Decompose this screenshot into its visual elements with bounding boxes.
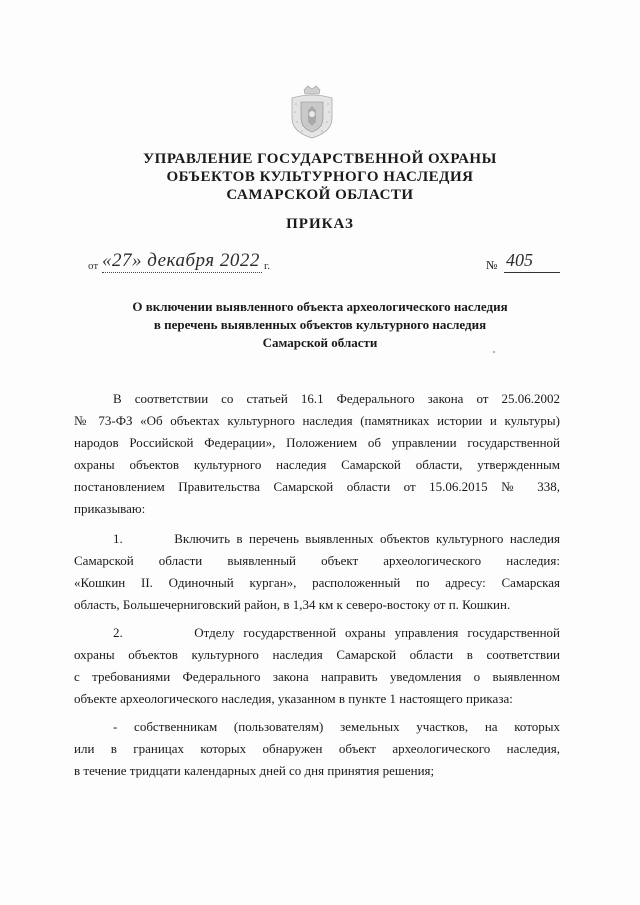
date-suffix: г.	[264, 260, 271, 272]
coat-of-arms-icon	[286, 84, 338, 140]
org-title-line: САМАРСКОЙ ОБЛАСТИ	[226, 187, 414, 203]
handwritten-number: 405	[506, 250, 533, 270]
body-line: № 73-ФЗ «Об объектах культурного наследия (памятниках истории и культуры)	[74, 413, 560, 428]
number-sign: №	[486, 258, 498, 272]
subject-line: в перечень выявленных объектов культурного наследия	[153, 317, 487, 332]
subject-line: Самарской области	[262, 335, 378, 350]
body-line: охраны объектов культурного наследия Самарской области, утвержденным	[74, 457, 560, 472]
document-type: ПРИКАЗ	[286, 216, 354, 232]
body-line: 1. Включить в перечень выявленных объектов культурного наследия	[113, 531, 560, 546]
body-line: «Кошкин II. Одиночный курган», расположенный по адресу: Самарская	[74, 575, 560, 590]
number-underline	[504, 272, 560, 273]
body-line: объекте археологического наследия, указанном в пункте 1 настоящего приказа:	[74, 691, 513, 706]
body-line: - собственникам (пользователям) земельных участков, на которых	[113, 719, 560, 734]
org-title-line: УПРАВЛЕНИЕ ГОСУДАРСТВЕННОЙ ОХРАНЫ	[143, 151, 497, 167]
body-line: В соответствии со статьей 16.1 Федерального закона от 25.06.2002	[113, 391, 560, 406]
order-number	[486, 250, 566, 276]
body-line: с требованиями Федерального закона направить уведомления о выявленном	[74, 669, 560, 684]
body-line: в течение тридцати календарных дней со дня принятия решения;	[74, 763, 435, 778]
body-line: Самарской области выявленный объект археологического наследия:	[74, 553, 560, 568]
body-line: область, Большечерниговский район, в 1,34 км к северо-востоку от п. Кошкин.	[74, 597, 511, 612]
date-underline	[102, 272, 262, 273]
body-line: или в границах которых обнаружен объект археологического наследия,	[74, 741, 560, 756]
subject-line: О включении выявленного объекта археологического наследия	[132, 299, 508, 314]
body-line: народов Российской Федерации», Положением об управлении государственной	[74, 435, 560, 450]
body-line: охраны объектов культурного наследия Самарской области в соответствии	[74, 647, 560, 662]
body-line: постановлением Правительства Самарской области от 15.06.2015 № 338,	[74, 479, 560, 494]
handwritten-date: «27» декабря 2022	[102, 250, 260, 271]
order-date	[88, 250, 288, 276]
org-title-line: ОБЪЕКТОВ КУЛЬТУРНОГО НАСЛЕДИЯ	[166, 169, 474, 185]
body-line: 2. Отделу государственной охраны управления государственной	[113, 625, 560, 640]
body-line: приказываю:	[74, 501, 146, 516]
scan-speck	[493, 351, 495, 353]
date-prefix: от	[88, 260, 99, 272]
